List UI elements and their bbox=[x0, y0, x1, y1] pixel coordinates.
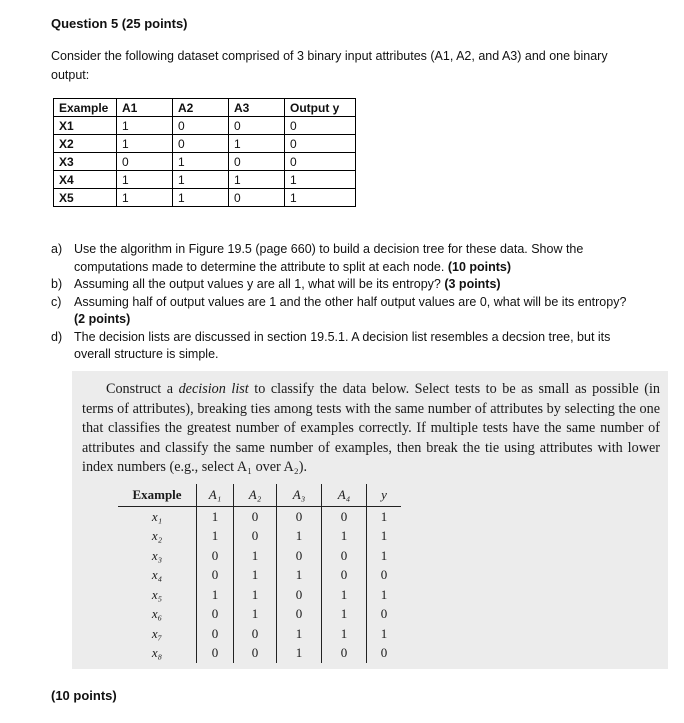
cell: 1 bbox=[173, 189, 229, 207]
table-row bbox=[118, 566, 401, 586]
subquestion-label: c) bbox=[51, 294, 62, 309]
cell: 1 bbox=[322, 605, 367, 625]
table-row bbox=[54, 189, 356, 207]
subquestion-label: a) bbox=[51, 242, 63, 256]
cell: 0 bbox=[380, 606, 388, 622]
row-label: X2 bbox=[54, 135, 117, 153]
table-row bbox=[54, 171, 356, 189]
dataset-table bbox=[53, 98, 356, 207]
cell: 0 bbox=[117, 153, 173, 171]
table-row bbox=[54, 117, 356, 135]
excerpt-paragraph bbox=[82, 380, 660, 478]
cell: 0 bbox=[234, 644, 277, 664]
cell: 1 bbox=[234, 566, 277, 586]
cell: 0 bbox=[229, 153, 285, 171]
row-label: X1 bbox=[54, 117, 117, 135]
cell: 0 bbox=[322, 507, 367, 527]
cell: 1 bbox=[234, 585, 277, 605]
cell: 1 bbox=[229, 135, 285, 153]
excerpt-text-after: to classify the data below. Select tests to be as small as possible (in terms of attributes), breaking ties among tests with the same number of attributes by selecting the one that classifies the greatest number of examples correctly. If multiple tests have the same number of attributes and classify the same number of examples, then break the tie using attributes with lower index numbers (e.g., select A₁ over A₂). bbox=[82, 381, 660, 475]
subquestion-label: b) bbox=[51, 277, 63, 291]
cell: 0 bbox=[285, 153, 356, 171]
row-label: X4 bbox=[54, 171, 117, 189]
cell: 1 bbox=[234, 605, 277, 625]
cell: 0 bbox=[322, 546, 367, 566]
cell: 0 bbox=[197, 566, 234, 586]
cell: 0 bbox=[322, 644, 367, 664]
subquestion-text: Use the algorithm in Figure 19.5 (page 660) to build a decision tree for these data. Show the computations made to determine the attribute to split at each node. bbox=[74, 242, 584, 274]
subquestion-d bbox=[51, 329, 636, 364]
cell: 0 bbox=[285, 117, 356, 135]
cell: 1 bbox=[380, 528, 388, 544]
subquestion-text: Assuming all the output values y are all 1, what will be its entropy? bbox=[74, 277, 445, 291]
table-row bbox=[118, 527, 401, 547]
col-header-a3: A₃ bbox=[277, 484, 322, 507]
cell: 1 bbox=[197, 507, 234, 527]
row-label: x₅ bbox=[118, 585, 197, 605]
col-header-y: y bbox=[367, 484, 402, 507]
cell: 0 bbox=[234, 624, 277, 644]
cell: 1 bbox=[322, 527, 367, 547]
cell: 1 bbox=[285, 189, 356, 207]
cell: 0 bbox=[380, 645, 388, 661]
cell: 0 bbox=[234, 527, 277, 547]
cell: 1 bbox=[277, 527, 322, 547]
cell: 1 bbox=[197, 585, 234, 605]
subquestion-text: The decision lists are discussed in section 19.5.1. A decision list resembles a decsion tree, but its overall structure is simple. bbox=[74, 329, 611, 361]
cell: 1 bbox=[380, 508, 388, 524]
subquestion-c bbox=[51, 294, 636, 329]
row-label: x₇ bbox=[118, 624, 197, 644]
table-row bbox=[118, 507, 401, 527]
cell: 1 bbox=[285, 171, 356, 189]
cell: 1 bbox=[173, 153, 229, 171]
cell: 0 bbox=[197, 644, 234, 664]
cell: 0 bbox=[277, 605, 322, 625]
cell: 0 bbox=[173, 117, 229, 135]
cell: 1 bbox=[380, 586, 388, 602]
table-row bbox=[54, 135, 356, 153]
col-header-example: Example bbox=[118, 484, 197, 507]
cell: 0 bbox=[380, 567, 388, 583]
dataset-header-row bbox=[54, 99, 356, 117]
table-row bbox=[54, 153, 356, 171]
cell: 0 bbox=[285, 135, 356, 153]
cell: 1 bbox=[322, 624, 367, 644]
textbook-excerpt bbox=[72, 371, 668, 669]
subquestion-points: (2 points) bbox=[74, 312, 131, 326]
cell: 1 bbox=[117, 189, 173, 207]
cell: 1 bbox=[277, 644, 322, 664]
decision-list-table bbox=[118, 484, 401, 663]
footer-points: (10 points) bbox=[51, 688, 117, 703]
row-label: x₄ bbox=[118, 566, 197, 586]
excerpt-text-before: Construct a bbox=[106, 381, 179, 397]
row-label: X5 bbox=[54, 189, 117, 207]
col-header-example: Example bbox=[54, 99, 117, 117]
cell: 0 bbox=[197, 605, 234, 625]
row-label: x₈ bbox=[118, 644, 197, 664]
table-row bbox=[118, 624, 401, 644]
cell: 1 bbox=[322, 585, 367, 605]
row-label: x₃ bbox=[118, 546, 197, 566]
cell: 0 bbox=[277, 585, 322, 605]
col-header-a2: A2 bbox=[173, 99, 229, 117]
subquestion-a bbox=[51, 241, 636, 276]
cell: 1 bbox=[380, 625, 388, 641]
col-header-output: Output y bbox=[285, 99, 356, 117]
cell: 1 bbox=[117, 171, 173, 189]
col-header-a2: A₂ bbox=[234, 484, 277, 507]
col-header-a4: A₄ bbox=[322, 484, 367, 507]
cell: 1 bbox=[117, 135, 173, 153]
row-label: x₆ bbox=[118, 605, 197, 625]
col-header-a1: A1 bbox=[117, 99, 173, 117]
question-intro: Consider the following dataset comprised of 3 binary input attributes (A1, A2, and A3) and one binary output: bbox=[51, 49, 608, 82]
cell: 1 bbox=[277, 624, 322, 644]
subquestion-points: (10 points) bbox=[447, 259, 512, 274]
cell: 0 bbox=[229, 189, 285, 207]
cell: 1 bbox=[117, 117, 173, 135]
table-row bbox=[118, 546, 401, 566]
cell: 0 bbox=[322, 566, 367, 586]
col-header-a3: A3 bbox=[229, 99, 285, 117]
cell: 1 bbox=[277, 566, 322, 586]
row-label: x₁ bbox=[118, 507, 197, 527]
cell: 1 bbox=[380, 547, 388, 563]
table-row bbox=[118, 605, 401, 625]
cell: 0 bbox=[173, 135, 229, 153]
col-header-a1: A₁ bbox=[197, 484, 234, 507]
cell: 1 bbox=[234, 546, 277, 566]
cell: 1 bbox=[229, 171, 285, 189]
cell: 0 bbox=[277, 507, 322, 527]
question-title: Question 5 (25 points) bbox=[51, 16, 188, 31]
table-row bbox=[118, 644, 401, 664]
subquestion-label: d) bbox=[51, 329, 63, 344]
cell: 0 bbox=[277, 546, 322, 566]
row-label: X3 bbox=[54, 153, 117, 171]
subquestion-list bbox=[51, 241, 636, 364]
row-label: x₂ bbox=[118, 527, 197, 547]
cell: 1 bbox=[173, 171, 229, 189]
subquestion-b bbox=[51, 276, 636, 294]
excerpt-header-row bbox=[118, 484, 401, 507]
subquestion-text: Assuming half of output values are 1 and the other half output values are 0, what will be its entropy? bbox=[74, 294, 627, 309]
cell: 0 bbox=[197, 546, 234, 566]
cell: 0 bbox=[229, 117, 285, 135]
table-row bbox=[118, 585, 401, 605]
cell: 0 bbox=[234, 507, 277, 527]
cell: 1 bbox=[197, 527, 234, 547]
excerpt-emphasis: decision list bbox=[178, 381, 249, 397]
cell: 0 bbox=[197, 624, 234, 644]
subquestion-points: (3 points) bbox=[444, 277, 501, 291]
